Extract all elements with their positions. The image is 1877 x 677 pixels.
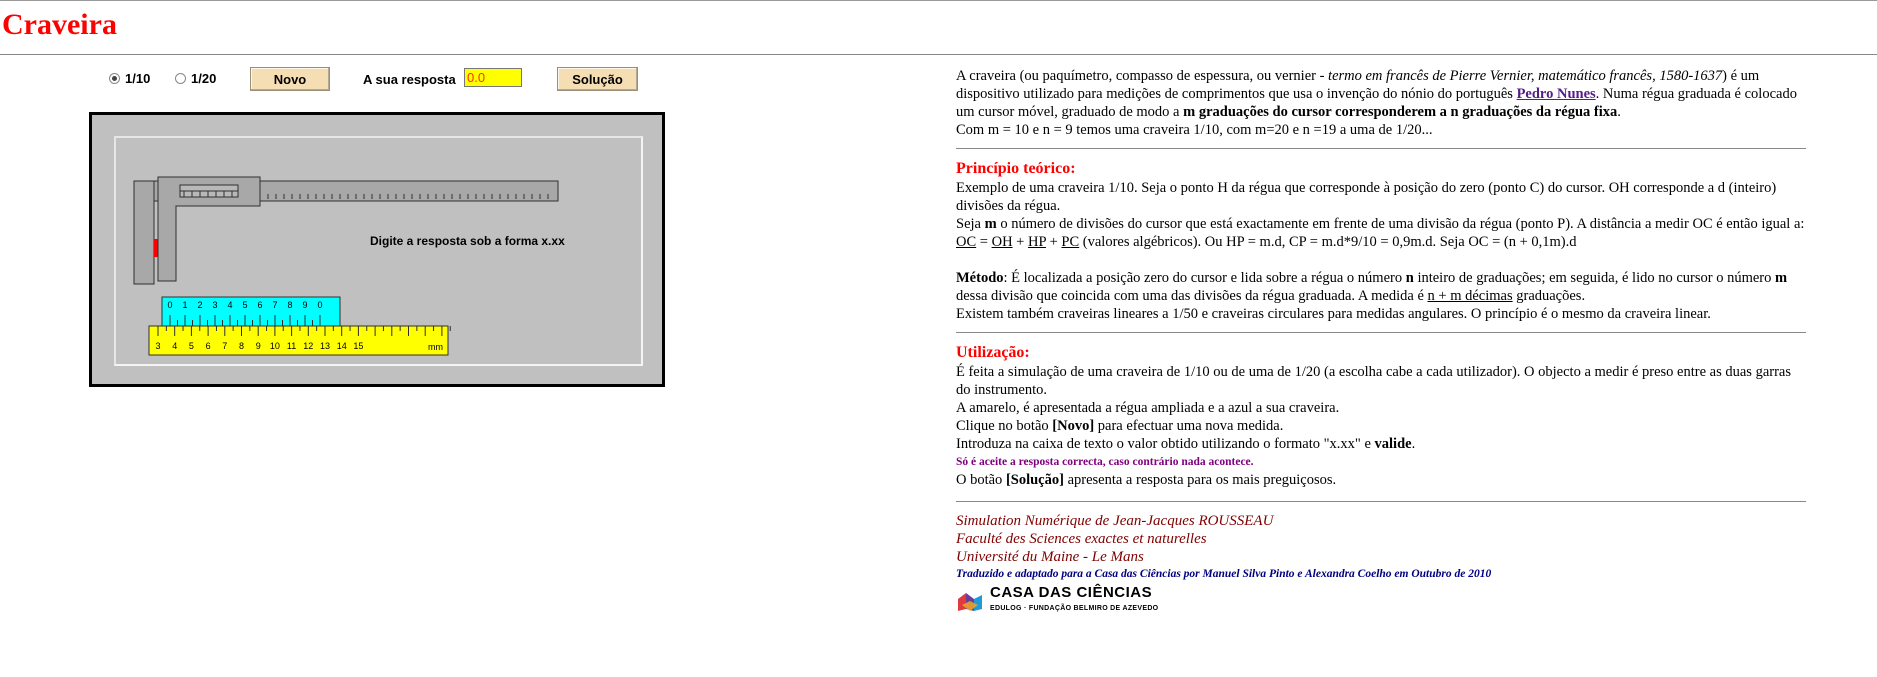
jaw-marker: [154, 239, 158, 257]
scale-label: 13: [319, 341, 331, 351]
radio-1-20-label: 1/20: [191, 71, 217, 86]
intro-text-4: . Numa régua graduada é colocado um cursor móvel, graduado de modo a: [956, 86, 1797, 120]
page-title: Craveira: [2, 8, 117, 41]
utilizacao-line-4: [956, 435, 1806, 453]
formula-rest: (valores algébricos). Ou HP = m.d, CP = m.d*9/10 = 0,9m.d. Seja OC = (n + 0,1m).d: [1079, 234, 1577, 250]
answer-input[interactable]: [464, 68, 522, 87]
utilizacao-line-2: A amarelo, é apresentada a régua ampliada e a azul a sua craveira.: [956, 400, 1340, 416]
radio-1-10-indicator[interactable]: [109, 73, 120, 84]
logo-sub-text: EDULOG · FUNDAÇÃO BELMIRO DE AZEVEDO: [990, 605, 1159, 612]
principio-m: m: [984, 216, 997, 232]
scale-label: 10: [269, 341, 280, 351]
intro-text-5: m graduações do cursor corresponderem a n graduações da régua fixa: [1183, 104, 1618, 120]
top-border: [0, 0, 1877, 1]
vernier-label: 9: [302, 300, 308, 310]
vernier-label: 1: [182, 300, 188, 310]
metodo-label: Método: [956, 270, 1004, 286]
intro-line-2: Com m = 10 e n = 9 temos uma craveira 1/10, com m=20 e n =19 a uma de 1/20...: [956, 122, 1433, 138]
principio-text: Seja: [956, 216, 985, 232]
intro-text-6: .: [1617, 104, 1621, 120]
vernier-label: 0: [317, 300, 323, 310]
scale-label: 8: [238, 341, 245, 351]
intro-paragraph: [956, 67, 1806, 121]
utilizacao-line-3: [956, 417, 1806, 435]
formula-hp: HP: [1027, 234, 1046, 250]
metodo-text: dessa divisão que coincida com uma das divisões da régua graduada. A medida é: [956, 288, 1428, 304]
principio-line-2: [956, 215, 1806, 233]
vernier-label: 2: [197, 300, 203, 310]
vernier-scale: [162, 297, 340, 326]
header-divider: [0, 54, 1877, 55]
metodo-text: : É localizada a posição zero do cursor e lida sobre a régua o número: [1003, 270, 1406, 286]
utilizacao-heading: Utilização:: [956, 344, 1030, 361]
utilizacao-note: Só é aceite a resposta correcta, caso contrário nada acontece.: [956, 456, 1254, 468]
scale-label: 6: [205, 341, 211, 351]
vernier-label: 3: [212, 300, 218, 310]
radio-1-10[interactable]: [109, 71, 150, 86]
principio-formula: [956, 233, 1806, 251]
utilizacao-solucao: [Solução]: [1005, 472, 1064, 488]
casa-das-ciencias-logo: [956, 585, 1806, 618]
principio-line-5: Existem também craveiras lineares a 1/50 e craveiras circulares para medidas angulares. O princípio é o mesmo da craveira linear.: [956, 306, 1711, 322]
spacer: [956, 251, 1806, 269]
scale-label: 7: [222, 341, 228, 351]
controls-bar: [0, 67, 660, 93]
principio-heading: Princípio teórico:: [956, 160, 1076, 177]
vernier-label: 6: [257, 300, 263, 310]
utilizacao-text: .: [1411, 436, 1416, 452]
metodo-text: inteiro de graduações; em seguida, é lido no cursor o número: [1413, 270, 1775, 286]
scale-label: 15: [353, 341, 364, 351]
divider-1: [956, 148, 1806, 149]
formula-plus: +: [1012, 234, 1028, 250]
radio-1-20[interactable]: [175, 71, 216, 86]
logo-main-text: CASA DAS CIÊNCIAS: [990, 584, 1153, 601]
scale-label: 9: [255, 341, 261, 351]
principio-text: o número de divisões do cursor que está exactamente em frente de uma divisão da régua (ponto P). A distância a medir OC é então igual a:: [996, 216, 1805, 232]
caliper-simulation-panel: [89, 112, 665, 387]
metodo-measure: n + m décimas: [1427, 288, 1513, 304]
radio-1-10-label: 1/10: [125, 71, 151, 86]
metodo-m: m: [1775, 270, 1788, 286]
vernier-label: 8: [287, 300, 293, 310]
utilizacao-line-1: É feita a simulação de uma craveira de 1/10 ou de uma de 1/20 (a escolha cabe a cada utilizador). O objecto a medir é preso entre as duas garras do instrumento.: [956, 364, 1791, 398]
metodo-paragraph: [956, 269, 1806, 305]
utilizacao-line-6: [956, 471, 1806, 489]
utilizacao-text: O botão: [956, 472, 1006, 488]
vernier-label: 4: [227, 300, 233, 310]
answer-label: A sua resposta: [363, 72, 456, 87]
scale-label: 5: [188, 341, 194, 351]
metodo-text: graduações.: [1512, 288, 1586, 304]
vernier-label: 0: [167, 300, 173, 310]
divider-3: [956, 501, 1806, 502]
formula-pc: PC: [1061, 234, 1080, 250]
solucao-button[interactable]: Solução: [557, 67, 638, 91]
utilizacao-text: Introduza na caixa de texto o valor obtido utilizando o formato "x.xx" e: [956, 436, 1375, 452]
intro-text-1: A craveira (ou paquímetro, compasso de espessura, ou vernier -: [956, 68, 1329, 84]
utilizacao-valide: valide: [1374, 436, 1412, 452]
scale-label: 14: [336, 341, 347, 351]
credit-line-3: Université du Maine - Le Mans: [956, 549, 1144, 565]
fixed-jaw: [134, 181, 154, 284]
intro-text-3: ) é um dispositivo utilizado para medições de comprimentos que usa o invenção do nónio do português: [956, 68, 1760, 102]
scale-unit: mm: [428, 342, 443, 352]
casa-das-ciencias-logo-icon: [956, 591, 986, 613]
formula-eq: =: [976, 234, 992, 250]
metodo-n: n: [1405, 270, 1414, 286]
radio-1-20-indicator[interactable]: [175, 73, 186, 84]
vernier-label: 7: [272, 300, 278, 310]
formula-oc: OC: [956, 234, 977, 250]
novo-button[interactable]: Novo: [250, 67, 330, 91]
scale-label: 12: [303, 341, 314, 351]
credit-line-1: Simulation Numérique de Jean-Jacques ROUSSEAU: [956, 513, 1274, 529]
scale-label: 4: [172, 341, 178, 351]
utilizacao-text: Clique no botão: [956, 418, 1053, 434]
vernier-label: 5: [242, 300, 248, 310]
principio-line-1: Exemplo de uma craveira 1/10. Seja o ponto H da régua que corresponde à posição do zero (ponto C) do cursor. OH corresponde a d (inteiro) divisões da régua.: [956, 180, 1777, 214]
utilizacao-novo: [Novo]: [1052, 418, 1095, 434]
scale-label: 11: [286, 341, 297, 351]
utilizacao-text: para efectuar uma nova medida.: [1094, 418, 1284, 434]
intro-text-2: termo em francês de Pierre Vernier, matemático francês, 1580-1637: [1328, 68, 1723, 84]
caliper-drawing: [92, 115, 662, 384]
credit-line-2: Faculté des Sciences exactes et naturelles: [956, 531, 1207, 547]
divider-2: [956, 332, 1806, 333]
formula-plus: +: [1045, 234, 1062, 250]
pedro-nunes-link[interactable]: Pedro Nunes: [1516, 86, 1596, 102]
scale-label: 3: [155, 341, 161, 351]
utilizacao-text: apresenta a resposta para os mais preguiçosos.: [1063, 472, 1337, 488]
explanation-column: [956, 67, 1806, 618]
formula-oh: OH: [991, 234, 1013, 250]
format-hint: Digite a resposta sob a forma x.xx: [370, 234, 565, 248]
credit-line-4: Traduzido e adaptado para a Casa das Ciências por Manuel Silva Pinto e Alexandra Coelho em Outubro de 2010: [956, 568, 1492, 580]
